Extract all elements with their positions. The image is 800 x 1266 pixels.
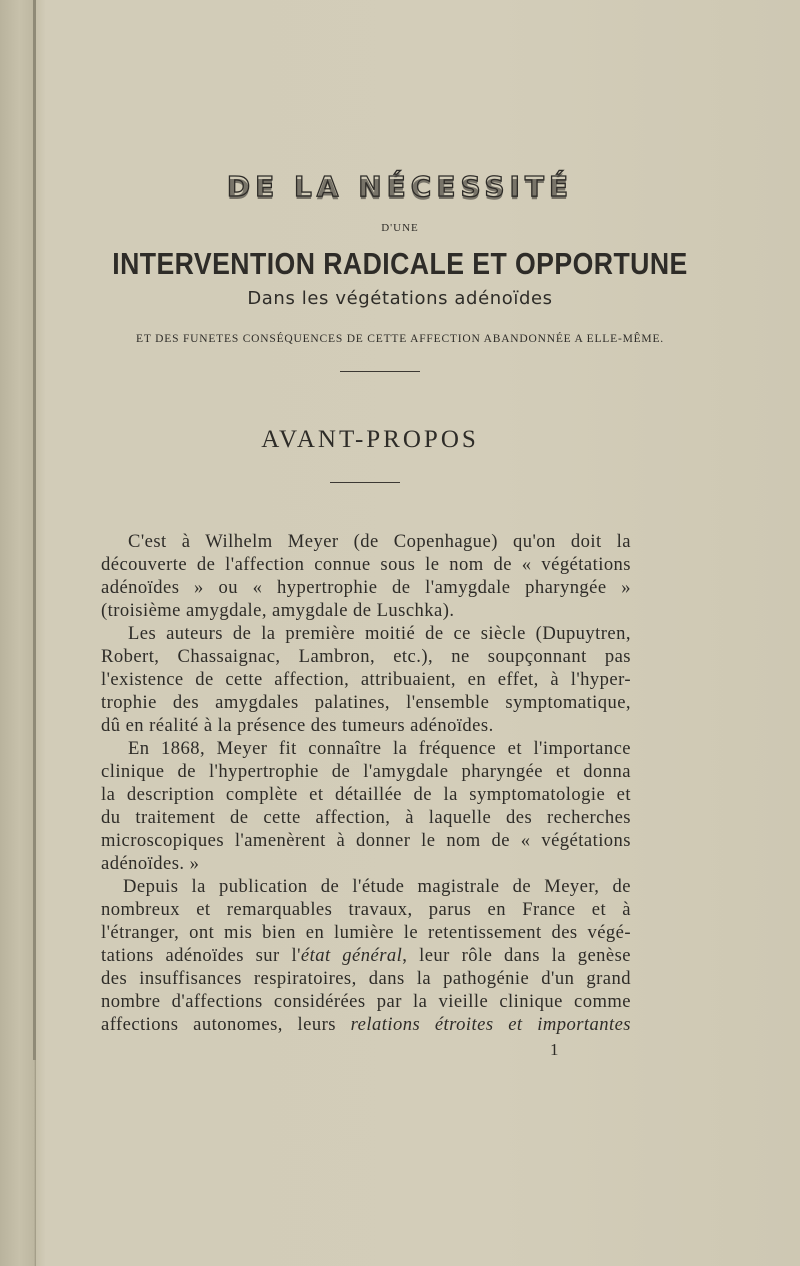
text-line: adénoïdes » ou « hypertrophie de l'amygdale pharyngée » [101, 577, 631, 598]
text-line: dû en réalité à la présence des tumeurs adénoïdes. [101, 715, 494, 736]
text-line: des insuffisances respiratoires, dans la pathogénie d'un grand [101, 968, 631, 989]
text-line: C'est à Wilhelm Meyer (de Copenhague) qu'on doit la [128, 531, 631, 552]
text-run: , leur rôle dans la genèse [402, 945, 632, 966]
subtitle-small-caps: ET DES FUNETES CONSÉQUENCES DE CETTE AFFECTION ABANDONNÉE A ELLE-MÊME. [136, 333, 664, 345]
main-title: DE LA NÉCESSITÉ [226, 170, 574, 203]
text-line: découverte de l'affection connue sous le nom de « végétations [101, 554, 631, 575]
italic-phrase: état général [300, 945, 403, 966]
text-line: adénoïdes. » [101, 853, 200, 874]
text-line: l'existence de cette affection, attribuaient, en effet, à l'hyper- [101, 669, 631, 690]
text-line: du traitement de cette affection, à laquelle des recherches [101, 807, 631, 828]
text-line: Depuis la publication de l'étude magistrale de Meyer, de [123, 876, 631, 897]
title-rule [340, 371, 420, 372]
text-line: nombre d'affections considérées par la vieille clinique comme [101, 991, 631, 1012]
page-number: 1 [550, 1040, 559, 1059]
title-connector: D'UNE [381, 222, 419, 234]
text-run: tations adénoïdes sur [101, 945, 292, 966]
text-line [101, 1013, 631, 1036]
text-run: l' [291, 945, 301, 966]
italic-phrase: relations étroites et importantes [350, 1014, 631, 1035]
subject-title: INTERVENTION RADICALE ET OPPORTUNE [112, 246, 688, 281]
text-line: nombreux et remarquables travaux, parus en France et à [101, 899, 631, 920]
section-heading: AVANT-PROPOS [261, 426, 479, 453]
text-line [101, 944, 631, 967]
text-line: Robert, Chassaignac, Lambron, etc.), ne soupçonnant pas [101, 646, 631, 667]
subtitle: Dans les végétations adénoïdes [247, 288, 553, 309]
text-line: trophie des amygdales palatines, l'ensemble symptomatique, [101, 692, 631, 713]
text-line: En 1868, Meyer fit connaître la fréquence et l'importance [128, 738, 631, 759]
text-line: clinique de l'hypertrophie de l'amygdale pharyngée et donna [101, 761, 631, 782]
text-line: l'étranger, ont mis bien en lumière le retentissement des végé- [101, 922, 631, 943]
text-run: affections autonomes, leurs [101, 1014, 351, 1035]
text-line: (troisième amygdale, amygdale de Luschka). [101, 600, 455, 621]
binding-edge [33, 0, 36, 1060]
section-rule [330, 482, 400, 483]
text-line: Les auteurs de la première moitié de ce siècle (Dupuytren, [128, 623, 631, 644]
text-line: microscopiques l'amenèrent à donner le nom de « végétations [101, 830, 631, 851]
text-line: la description complète et détaillée de la symptomatologie et [101, 784, 631, 805]
